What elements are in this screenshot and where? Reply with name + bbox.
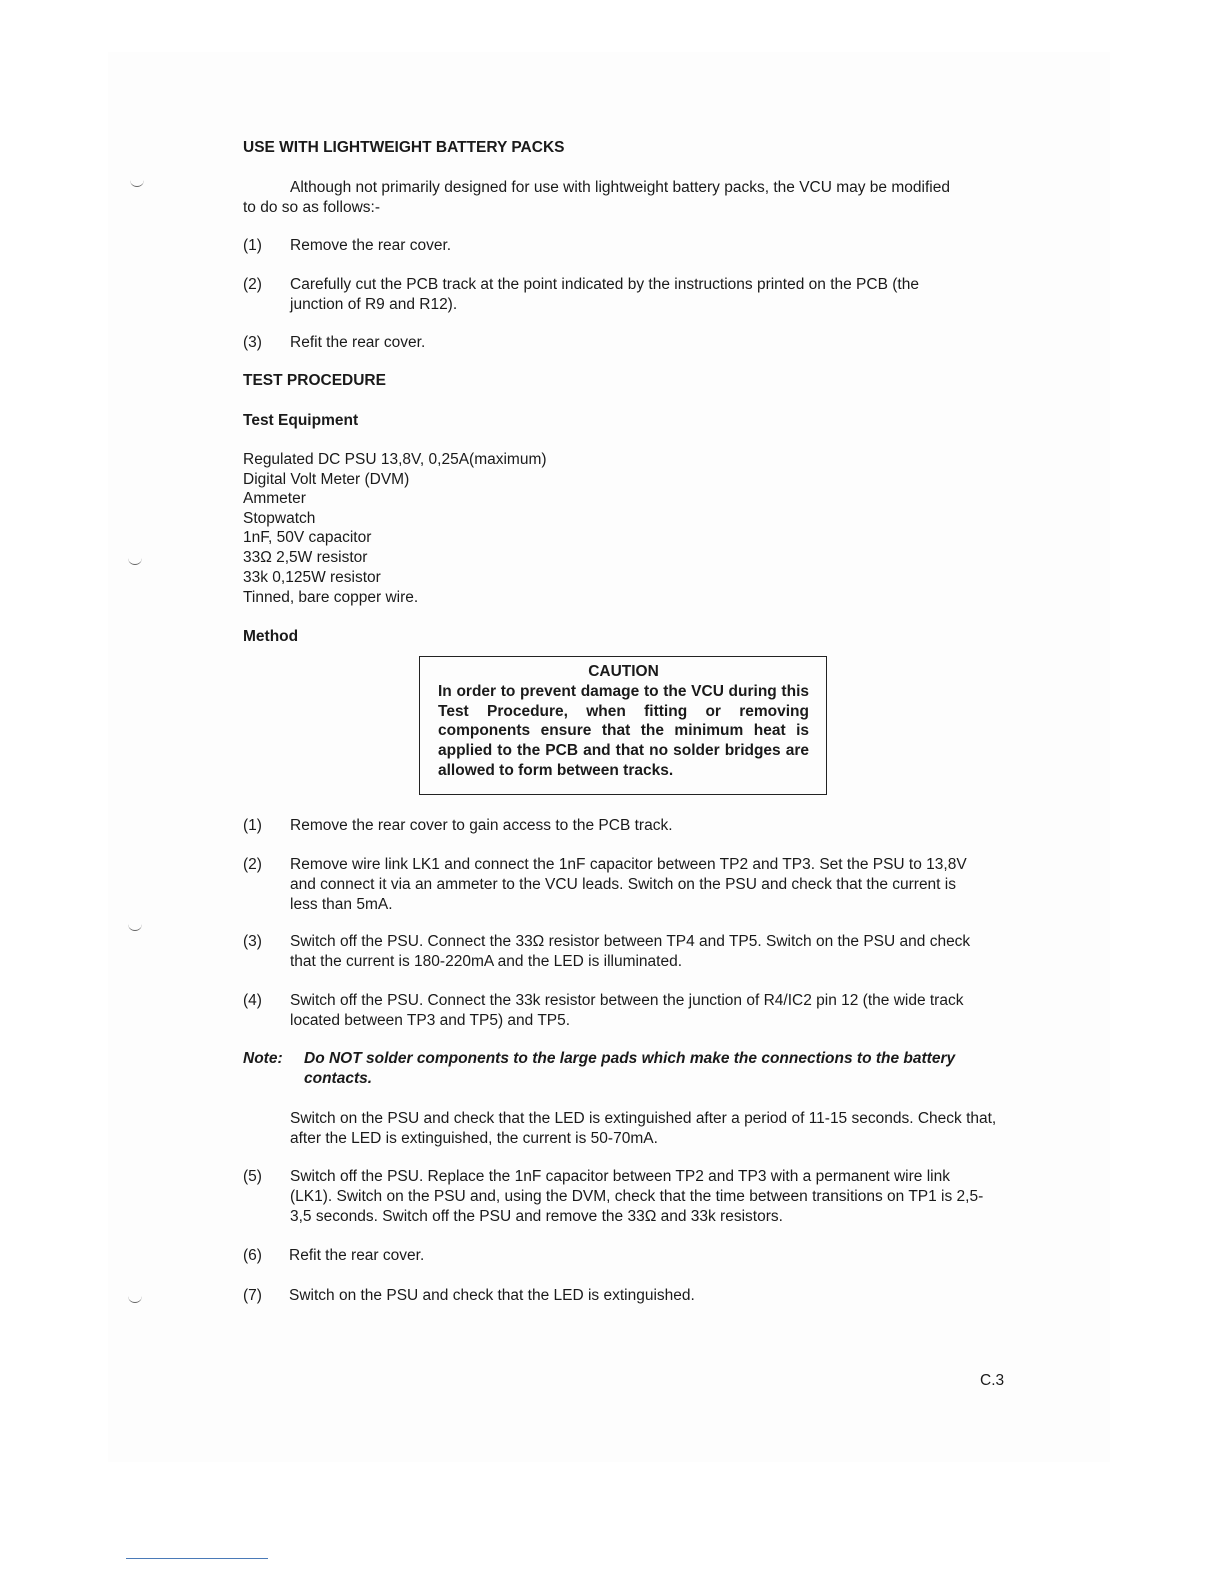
step-text: Remove the rear cover to gain access to the PCB track. xyxy=(290,817,673,834)
step-number: (1) xyxy=(243,237,262,254)
step-number: (3) xyxy=(243,933,262,950)
section-heading-test-procedure: TEST PROCEDURE xyxy=(243,372,386,389)
step-text: Remove wire link LK1 and connect the 1nF capacitor between TP2 and TP3. Set the PSU to 13,8V and connect it via an ammeter to the VCU leads. Switch on the PSU and check that the current is less than 5mA. xyxy=(290,856,967,913)
equipment-item: 33k 0,125W resistor xyxy=(243,569,381,586)
step-text: Remove the rear cover. xyxy=(290,237,452,254)
equipment-item: Tinned, bare copper wire. xyxy=(243,589,419,606)
step-number: (5) xyxy=(243,1168,262,1185)
subheading-test-equipment: Test Equipment xyxy=(243,412,359,429)
step-number: (4) xyxy=(243,992,262,1009)
step-number: (2) xyxy=(243,856,262,873)
equipment-item: 33Ω 2,5W resistor xyxy=(243,549,368,566)
step-text: Switch off the PSU. Replace the 1nF capacitor between TP2 and TP3 with a permanent wire link (LK1). Switch on the PSU and, using the DVM, check that the time between transitions on TP1 is 2,5-3,5 seconds. Switch off the PSU and remove the 33Ω and 33k resistors. xyxy=(290,1168,984,1225)
caution-text: In order to prevent damage to the VCU during this Test Procedure, when fitting or removing components ensure that the minimum heat is applied to the PCB and that no solder bridges are allowed to form between tracks. xyxy=(438,682,809,779)
equipment-item: Ammeter xyxy=(243,490,306,507)
step-text: Refit the rear cover. xyxy=(290,334,426,351)
step-number: (1) xyxy=(243,817,262,834)
step-number: (6) xyxy=(243,1247,262,1264)
note-label: Note: xyxy=(243,1050,283,1067)
intro-line-2: to do so as follows:- xyxy=(243,199,380,216)
step-text: Switch off the PSU. Connect the 33Ω resistor between TP4 and TP5. Switch on the PSU and check that the current is 180-220mA and the LED is illuminated. xyxy=(290,933,971,970)
step-text: Refit the rear cover. xyxy=(289,1247,425,1264)
step-text: Switch off the PSU. Connect the 33k resistor between the junction of R4/IC2 pin 12 (the wide track located between TP3 and TP5) and TP5. xyxy=(290,992,964,1029)
equipment-item: Stopwatch xyxy=(243,510,316,527)
subheading-method: Method xyxy=(243,628,299,645)
equipment-item: 1nF, 50V capacitor xyxy=(243,529,372,546)
step-number: (7) xyxy=(243,1287,262,1304)
page-number: C.3 xyxy=(980,1372,1005,1389)
step-text: Carefully cut the PCB track at the point indicated by the instructions printed on the PCB (the junction of R9 and R12). xyxy=(290,276,919,313)
step-text: Switch on the PSU and check that the LED is extinguished. xyxy=(289,1287,695,1304)
caution-box xyxy=(419,656,827,795)
bottom-rule xyxy=(126,1558,268,1559)
caution-title: CAUTION xyxy=(588,663,659,680)
note-text: Do NOT solder components to the large pads which make the connections to the battery contacts. xyxy=(304,1050,956,1087)
equipment-item: Regulated DC PSU 13,8V, 0,25A(maximum) xyxy=(243,451,547,468)
intro-line-1: Although not primarily designed for use with lightweight battery packs, the VCU may be modified xyxy=(290,179,950,196)
equipment-item: Digital Volt Meter (DVM) xyxy=(243,471,410,488)
step-number: (3) xyxy=(243,334,262,351)
step-number: (2) xyxy=(243,276,262,293)
check-paragraph: Switch on the PSU and check that the LED is extinguished after a period of 11-15 seconds. Check that, after the LED is extinguished, the current is 50-70mA. xyxy=(290,1110,997,1147)
section-heading-battery-packs: USE WITH LIGHTWEIGHT BATTERY PACKS xyxy=(243,139,565,156)
